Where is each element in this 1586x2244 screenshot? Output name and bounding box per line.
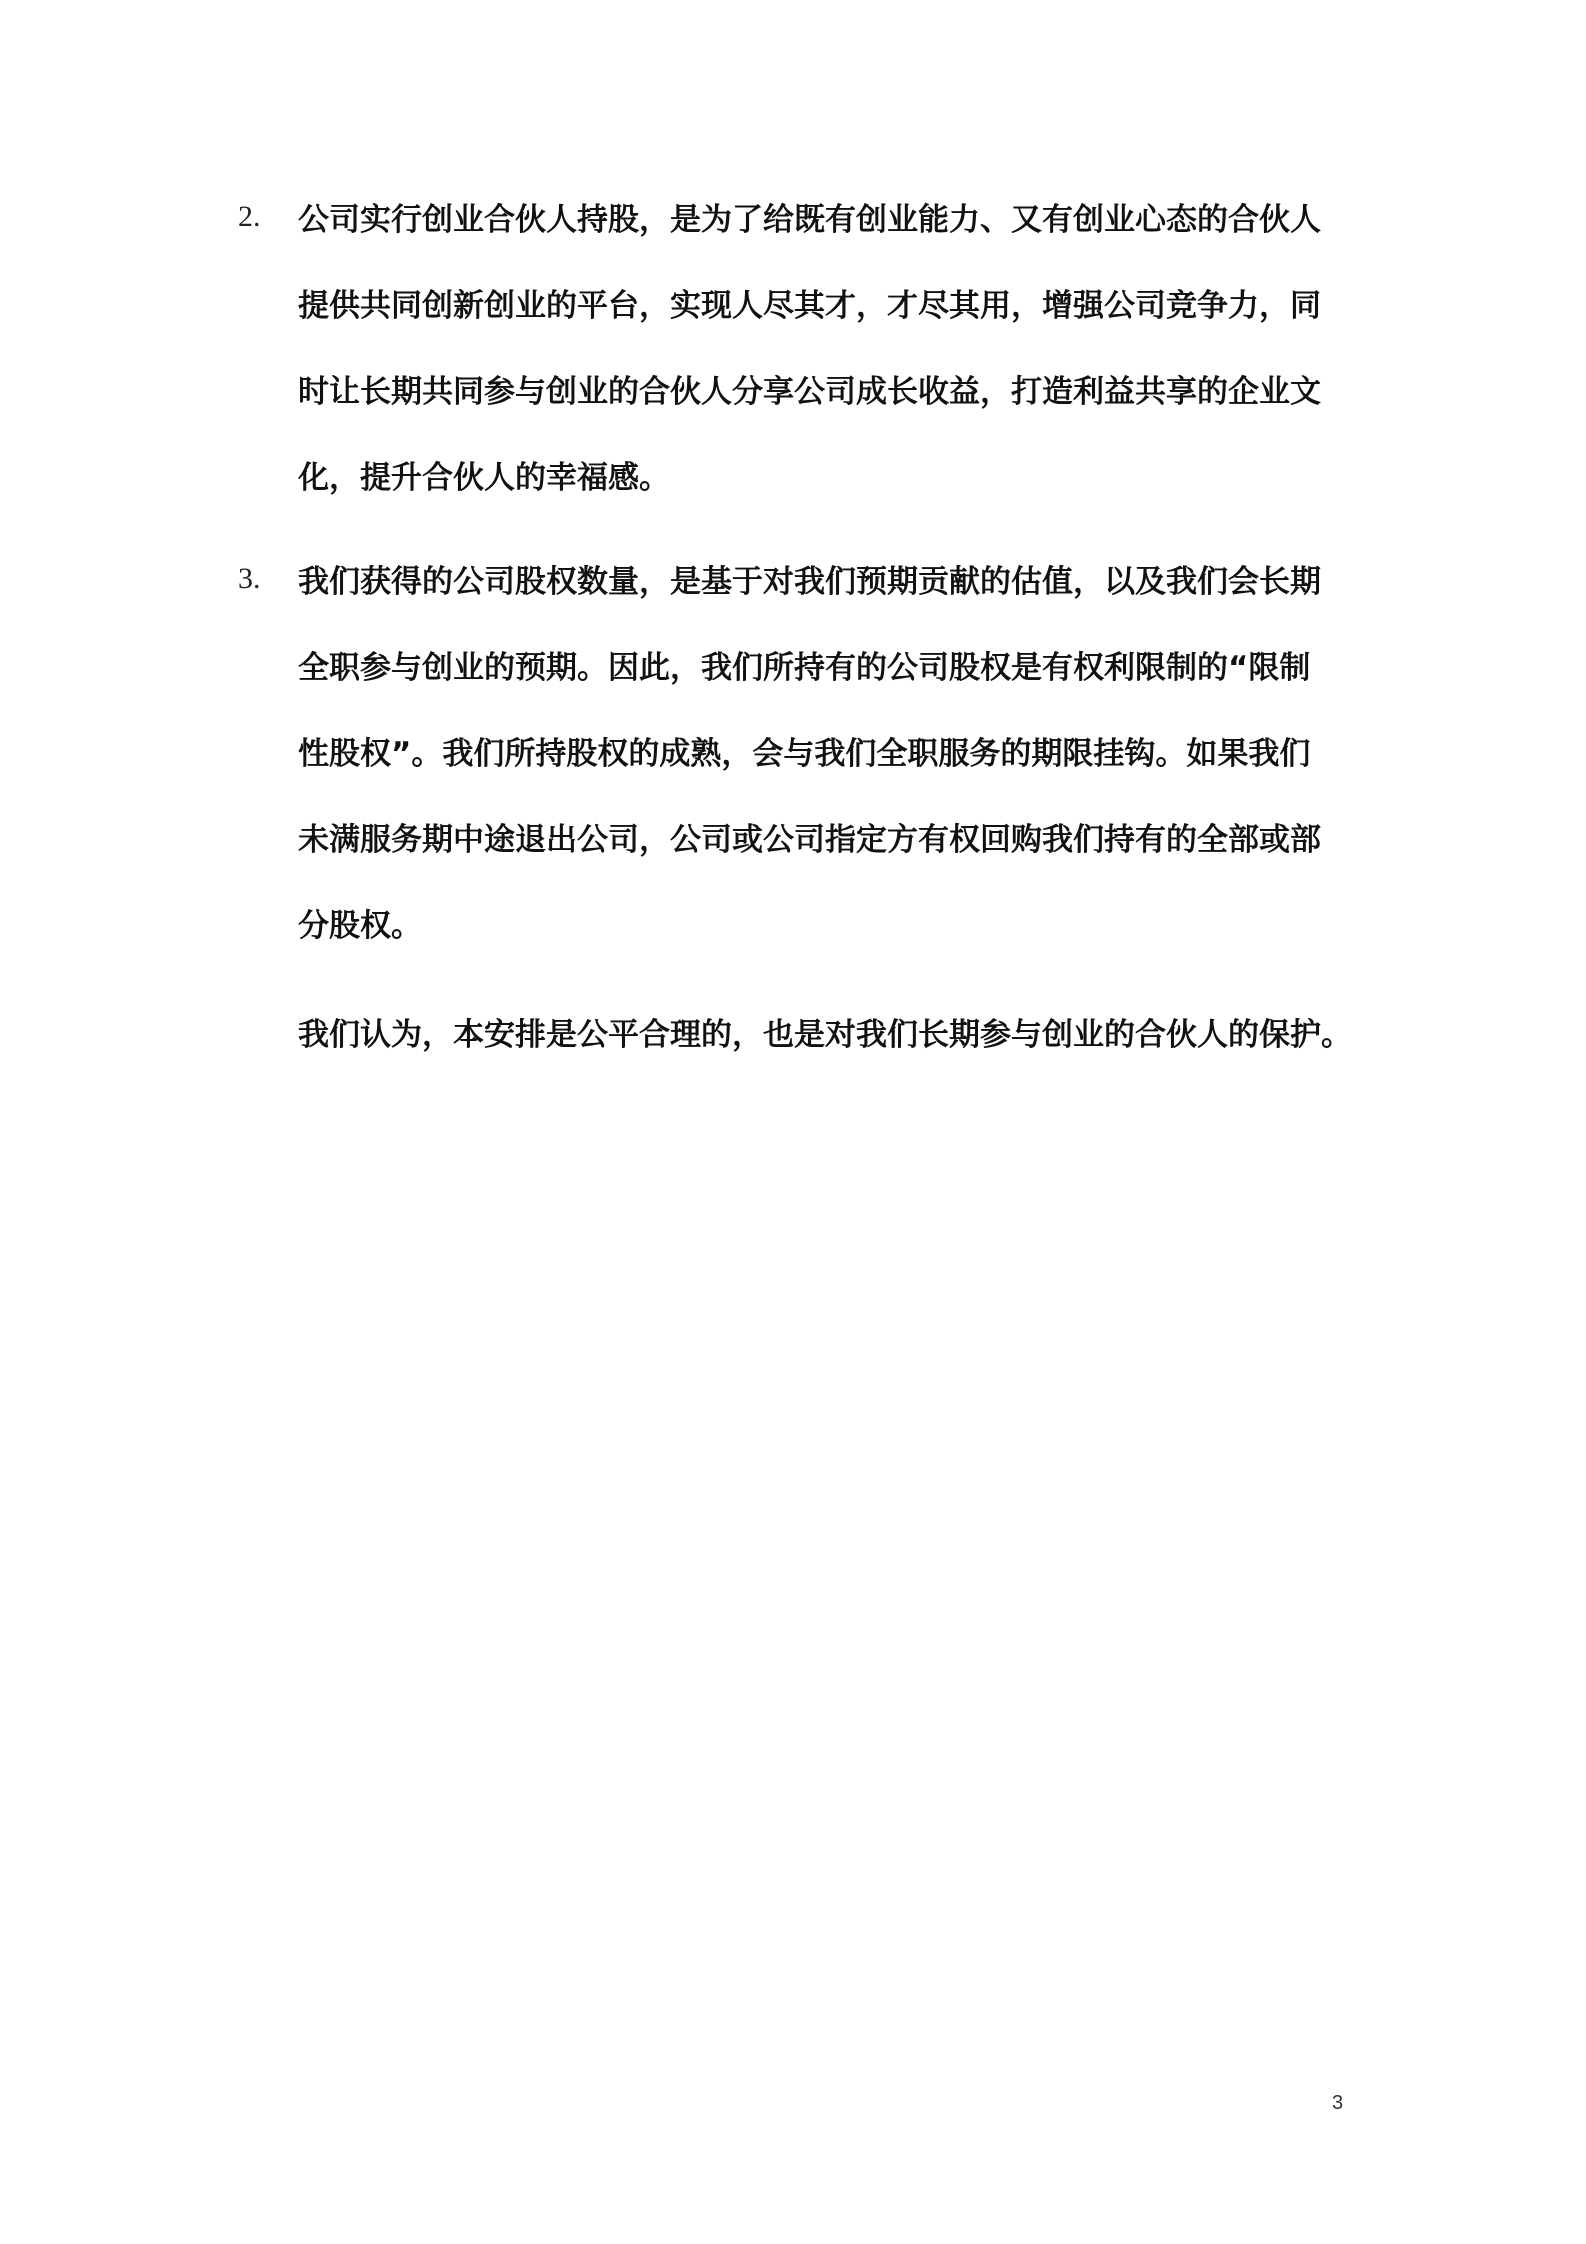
paragraph-line: 我们获得的公司股权数量，是基于对我们预期贡献的估值，以及我们会长期 bbox=[298, 564, 1321, 600]
item-number: 2. bbox=[238, 200, 261, 233]
paragraph-line: 分股权。 bbox=[298, 908, 422, 944]
paragraph-line: 未满服务期中途退出公司，公司或公司指定方有权回购我们持有的全部或部 bbox=[298, 822, 1321, 858]
item-number: 3. bbox=[238, 562, 261, 595]
page-number: 3 bbox=[1332, 2092, 1344, 2114]
paragraph-line: 全职参与创业的预期。因此，我们所持有的公司股权是有权利限制的“限制 bbox=[298, 650, 1311, 686]
paragraph-line: 时让长期共同参与创业的合伙人分享公司成长收益，打造利益共享的企业文 bbox=[298, 374, 1321, 410]
paragraph-line: 提供共同创新创业的平台，实现人尽其才，才尽其用，增强公司竞争力，同 bbox=[298, 288, 1321, 324]
closing-note: 我们认为，本安排是公平合理的，也是对我们长期参与创业的合伙人的保护。 bbox=[298, 1017, 1352, 1053]
paragraph-line: 化，提升合伙人的幸福感。 bbox=[298, 460, 670, 496]
paragraph-line: 公司实行创业合伙人持股，是为了给既有创业能力、又有创业心态的合伙人 bbox=[298, 202, 1321, 238]
paragraph-line: 性股权”。我们所持股权的成熟，会与我们全职服务的期限挂钩。如果我们 bbox=[298, 736, 1311, 772]
